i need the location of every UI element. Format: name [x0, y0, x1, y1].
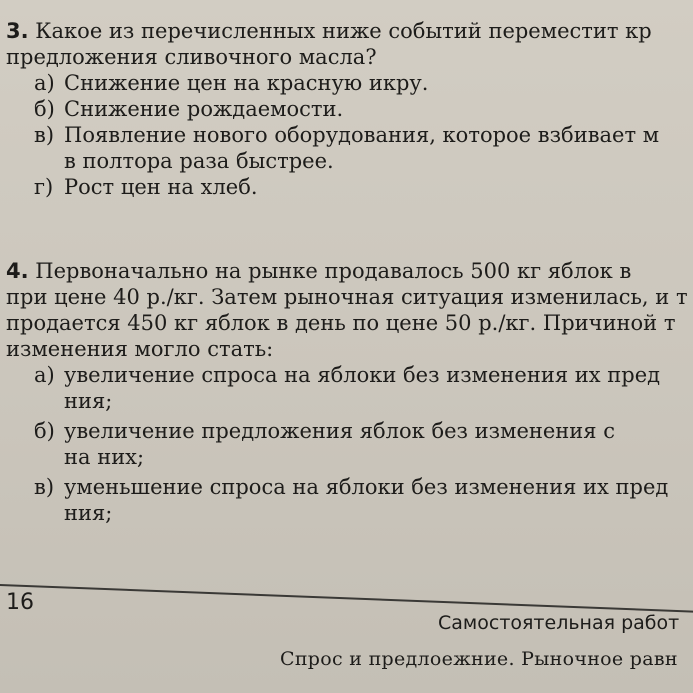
option-text: Снижение цен на красную икру. — [64, 71, 429, 95]
question-3-number: 3. — [6, 19, 29, 43]
question-4-number: 4. — [6, 259, 29, 283]
option-text: уменьшение спроса на яблоки без изменения их пред — [64, 475, 669, 499]
question-3-stem-line — [6, 18, 693, 44]
question-4-option-c — [6, 474, 693, 526]
question-3-option-a — [6, 70, 693, 96]
question-3 — [6, 18, 693, 200]
option-letter: г) — [34, 175, 54, 199]
option-letter: в) — [34, 123, 55, 147]
option-text: Появление нового оборудования, которое взбивает м — [64, 123, 660, 147]
question-4-stem-line: при цене 40 р./кг. Затем рыночная ситуация изменилась, и т — [6, 285, 688, 309]
question-4-stem-line: изменения могло стать: — [6, 337, 274, 361]
question-4-option-a — [6, 362, 693, 414]
option-letter: б) — [34, 97, 55, 121]
question-4-stem-line: продается 450 кг яблок в день по цене 50 р./кг. Причиной т — [6, 311, 676, 335]
option-text: увеличение спроса на яблоки без изменения их пред — [64, 363, 661, 387]
option-letter: в) — [34, 475, 55, 499]
question-3-stem — [6, 18, 693, 70]
option-text: Снижение рождаемости. — [64, 97, 344, 121]
footer-divider — [0, 584, 693, 614]
option-letter: а) — [34, 363, 55, 387]
question-3-stem-line: предложения сливочного масла? — [6, 45, 377, 69]
option-letter: б) — [34, 419, 55, 443]
question-3-option-b — [6, 96, 693, 122]
question-3-option-c — [6, 122, 693, 174]
question-3-stem-text: Какое из перечисленных ниже событий переместит кр — [35, 19, 652, 43]
footer-section-title: Самостоятельная работ — [438, 612, 680, 634]
question-4-stem-line — [6, 258, 693, 284]
question-4-stem-text: Первоначально на рынке продавалось 500 кг яблок в — [35, 259, 632, 283]
option-continuation: в полтора раза быстрее. — [64, 149, 334, 173]
footer-section-subtitle: Спрос и предлоежние. Рыночное равн — [280, 648, 678, 670]
question-4 — [6, 258, 693, 526]
option-continuation: ния; — [64, 389, 113, 413]
option-text: увеличение предложения яблок без изменения с — [64, 419, 615, 443]
question-4-option-b — [6, 418, 693, 470]
page-number: 16 — [6, 590, 34, 615]
option-continuation: на них; — [64, 445, 145, 469]
option-continuation: ния; — [64, 501, 113, 525]
option-text: Рост цен на хлеб. — [64, 175, 258, 199]
question-4-stem — [6, 258, 693, 362]
question-3-option-d — [6, 174, 693, 200]
option-letter: а) — [34, 71, 55, 95]
